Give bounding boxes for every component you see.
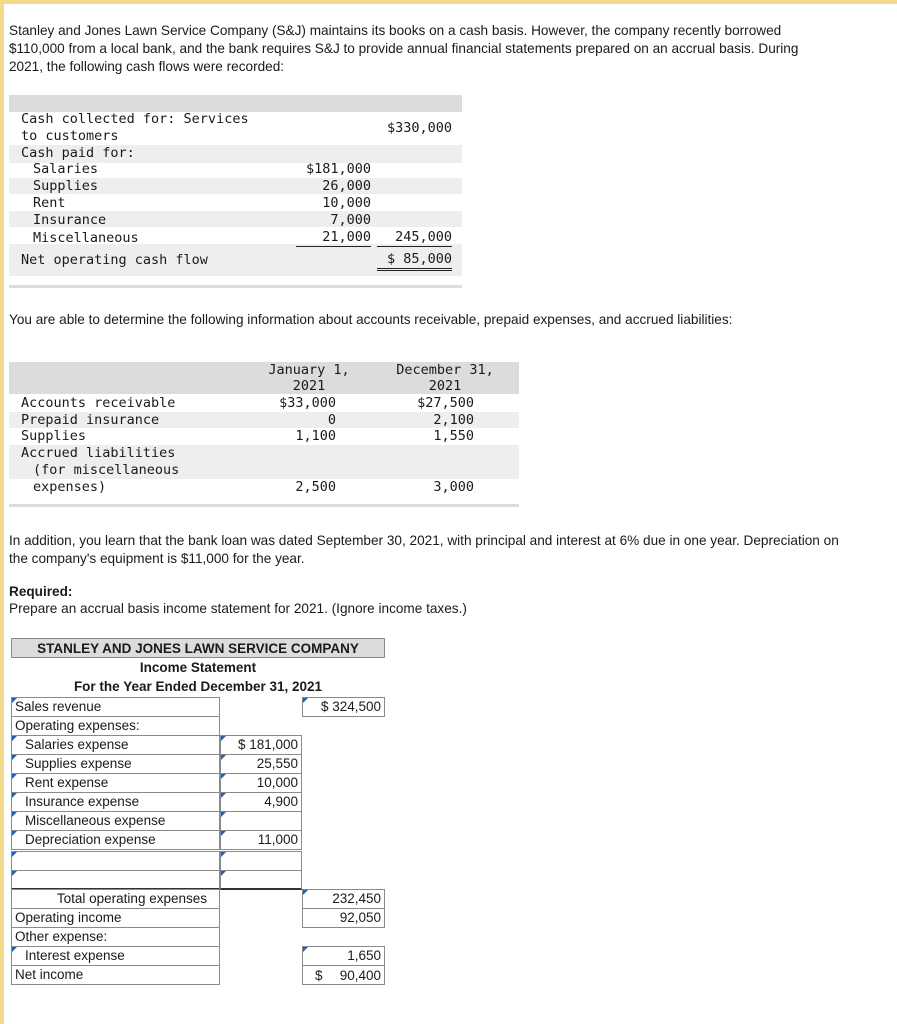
expense-value-field[interactable]: 25,550 [220,754,302,774]
expense-value-field[interactable]: $ 181,000 [220,735,302,755]
expense-label-field[interactable]: Supplies expense [11,754,220,774]
accrued-label-cont: expenses) [33,479,107,495]
expense-value-field[interactable]: 10,000 [220,773,302,793]
operating-income-label: Operating income [11,908,220,928]
net-cash-flow-label: Net operating cash flow [21,252,208,268]
cash-paid-total: 245,000 [377,229,452,247]
balance-row-jan: 1,100 [295,428,336,444]
left-accent-bar [0,0,4,1024]
cash-row-label: Rent [33,195,66,211]
cash-row-amount: 21,000 [296,229,371,247]
top-accent-bar [0,0,897,4]
cash-row-amount: $181,000 [305,161,371,177]
balance-row-jan: 0 [327,412,336,428]
balance-row-label: Prepaid insurance [21,412,160,428]
net-income-dollar-sign: $ [315,968,323,983]
cash-row-amount: 7,000 [330,212,371,228]
company-name-heading: STANLEY AND JONES LAWN SERVICE COMPANY [11,638,385,658]
operating-expenses-label-field[interactable]: Operating expenses: [11,716,220,736]
operating-income-value[interactable]: 92,050 [302,908,385,928]
blank-label-field[interactable] [11,851,220,871]
net-cash-flow-amount: $ 85,000 [377,251,452,271]
sales-revenue-value-field[interactable]: $ 324,500 [302,697,385,717]
net-income-value: 90,400 [339,968,381,983]
total-operating-expenses-value[interactable]: 232,450 [302,889,385,909]
cash-row-amount: 26,000 [322,178,371,194]
expense-label-field[interactable]: Miscellaneous expense [11,811,220,831]
col-header-dec-year: 2021 [428,378,462,394]
loan-paragraph: In addition, you learn that the bank loan was dated September 30, 2021, with principal and interest at 6% due in one year. Depreciation on the company's equipment is $11,000 for the year. [9,533,839,566]
accrued-label: Accrued liabilities [21,445,176,461]
other-expense-label: Other expense: [11,927,220,947]
expense-label-field[interactable]: Salaries expense [11,735,220,755]
expense-value-field[interactable]: 11,000 [220,830,302,850]
accrued-label-cont: (for miscellaneous [33,462,180,478]
cash-paid-label: Cash paid for: [21,145,135,161]
required-text: Prepare an accrual basis income statement for 2021. (Ignore income taxes.) [9,601,467,616]
expense-label-field[interactable]: Depreciation expense [11,830,220,850]
balance-row-dec: 1,550 [433,428,474,444]
cash-row-label: Supplies [33,178,99,194]
col-header-dec: December 31, [396,362,494,378]
cash-row-label: Salaries [33,161,99,177]
expense-value-field[interactable]: 4,900 [220,792,302,812]
blank-value-field[interactable] [220,851,302,871]
balance-row-label: Supplies [21,428,87,444]
interest-expense-value-field[interactable]: 1,650 [302,946,385,966]
balance-row-dec: 2,100 [433,412,474,428]
statement-period: For the Year Ended December 31, 2021 [73,679,323,694]
balance-row-dec: $27,500 [417,395,474,411]
info-paragraph: You are able to determine the following information about accounts receivable, prepaid expenses, and accrued liabilities: [9,312,733,327]
accrued-dec: 3,000 [433,479,474,495]
cash-row-label: Miscellaneous [33,230,139,246]
expense-label-field[interactable]: Insurance expense [11,792,220,812]
blank-label-field[interactable] [11,870,220,890]
cash-row-label: Insurance [33,212,107,228]
required-label: Required: [9,584,73,599]
balance-row-label: Accounts receivable [21,395,176,411]
col-header-jan: January 1, [268,362,350,378]
cash-collected-label: Cash collected for: Services [21,111,249,127]
blank-value-field[interactable] [220,870,302,890]
interest-expense-label-field[interactable]: Interest expense [11,946,220,966]
balance-row-jan: $33,000 [279,395,336,411]
accrued-jan: 2,500 [295,479,336,495]
cash-collected-label-cont: to customers [21,128,119,144]
net-income-label: Net income [11,965,220,985]
expense-value-field[interactable] [220,811,302,831]
expense-label-field[interactable]: Rent expense [11,773,220,793]
col-header-jan-year: 2021 [292,378,326,394]
total-operating-expenses-label: Total operating expenses [11,889,220,909]
cash-collected-amount: $330,000 [386,120,452,136]
sales-revenue-label-field[interactable]: Sales revenue [11,697,220,717]
net-income-value-field[interactable] [302,965,385,985]
cash-row-amount: 10,000 [322,195,371,211]
statement-title: Income Statement [139,660,257,675]
intro-paragraph: Stanley and Jones Lawn Service Company (S&J) maintains its books on a cash basis. However, the company recently borrowed $110,000 from a local bank, and the bank requires S&J to provide annual financial statements prepared on an accrual basis. During 2021, the following cash flows were recorded: [9,23,799,74]
